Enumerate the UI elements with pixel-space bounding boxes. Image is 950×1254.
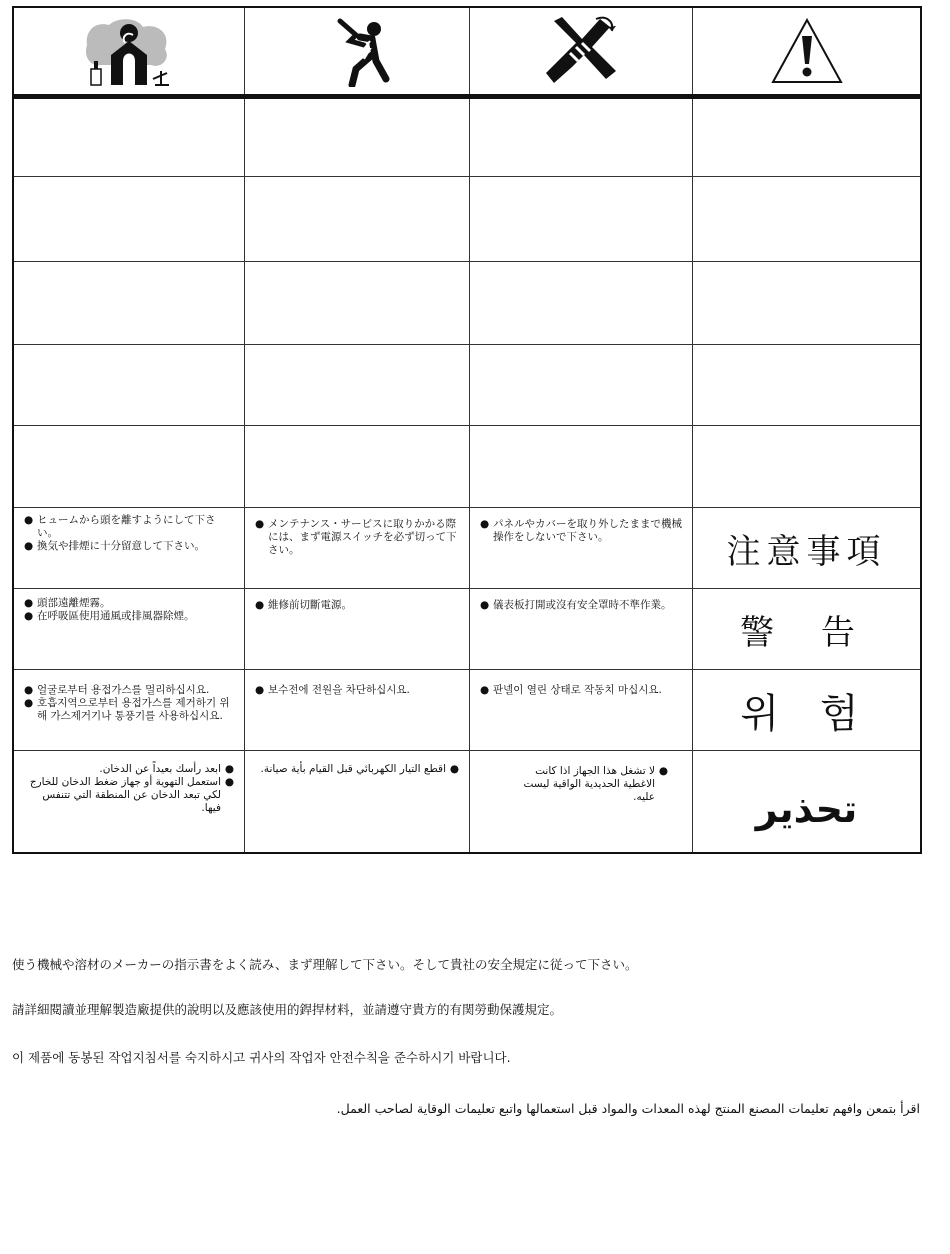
footer-instruction-korean: 이 제품에 동봉된 작업지침서를 숙지하시고 귀사의 작업자 안전수칙을 준수하시기 바랍니다. (12, 1050, 511, 1065)
warning-row-arabic (14, 751, 920, 852)
safety-warning-table (12, 6, 922, 854)
blank-row (14, 99, 920, 176)
icon-header-row (14, 8, 920, 94)
signal-word: 注意事項 (726, 531, 887, 572)
signal-word: 警 告 (740, 612, 873, 653)
warning-row-chinese (14, 589, 920, 669)
blank-row (14, 426, 920, 507)
panels-text: ● 판넬이 열린 상태로 작동치 마십시요. (480, 684, 662, 696)
shock-text: ● メンテナンス・サービスに取りかかる際には、まず電源スイッチを必ず切って下さい。 (255, 518, 457, 556)
blank-row (14, 177, 920, 261)
blank-row (14, 262, 920, 344)
warning-triangle-icon (693, 8, 920, 94)
fumes-text: ● ヒュームから頭を離すようにして下さい。 ● 換気や排煙に十分留意して下さい。 (24, 514, 216, 552)
panels-text: ● パネルやカバーを取り外したままで機械操作をしないで下さい。 (480, 518, 682, 543)
blank-row (14, 345, 920, 425)
shock-text: ● اقطع التيار الكهربائي قبل القيام بأية صيانة. (260, 763, 459, 775)
fumes-text: ● ابعد رأسك بعيداً عن الدخان. ● استعمل التهوية أو جهاز ضغط الدخان للخارج لكي تبعد الدخان عن المنطقة التي تتنفس فيها. (29, 763, 234, 814)
shock-text: ● 보수전에 전원을 차단하십시요. (255, 684, 410, 696)
fume-inhalation-icon (14, 8, 244, 94)
panels-text: ● لا تشغل هذا الجهاز اذا كانت الاغطية الحديدية الواقية ليست عليه. (523, 765, 668, 803)
shock-text: ● 維修前切斷電源。 (255, 599, 352, 611)
electric-shock-icon (245, 8, 469, 94)
signal-word: 위 험 (740, 690, 873, 737)
footer-instruction-chinese: 請詳細閱讀並理解製造廠提供的說明以及應該使用的銲捍材料，並請遵守貴方的有関勞動保護規定。 (12, 1002, 563, 1017)
warning-row-korean (14, 670, 920, 750)
fumes-text: ● 頭部遠離煙霧。 ● 在呼吸區使用通風或排風器除煙。 (24, 597, 195, 622)
panels-text: ● 儀表板打開或沒有安全罩時不準作業。 (480, 599, 672, 611)
warning-row-japanese (14, 508, 920, 588)
moving-parts-hand-icon (470, 8, 692, 94)
fumes-text: ● 얼굴로부터 용접가스를 멀리하십시요. ● 호흡지역으로부터 용접가스를 제거하기 위해 가스제거기나 통풍기를 사용하십시요. (24, 684, 230, 722)
footer-instruction-arabic: اقرأ بتمعن وافهم تعليمات المصنع المنتج لهذه المعدات والمواد قبل استعمالها واتبع تعليمات الوقاية لصاحب العمل. (336, 1101, 920, 1116)
footer-instruction-japanese: 使う機械や溶材のメーカーの指示書をよく読み、まず理解して下さい。そして貴社の安全規定に従って下さい。 (12, 957, 638, 972)
signal-word: تحذير (755, 786, 858, 831)
